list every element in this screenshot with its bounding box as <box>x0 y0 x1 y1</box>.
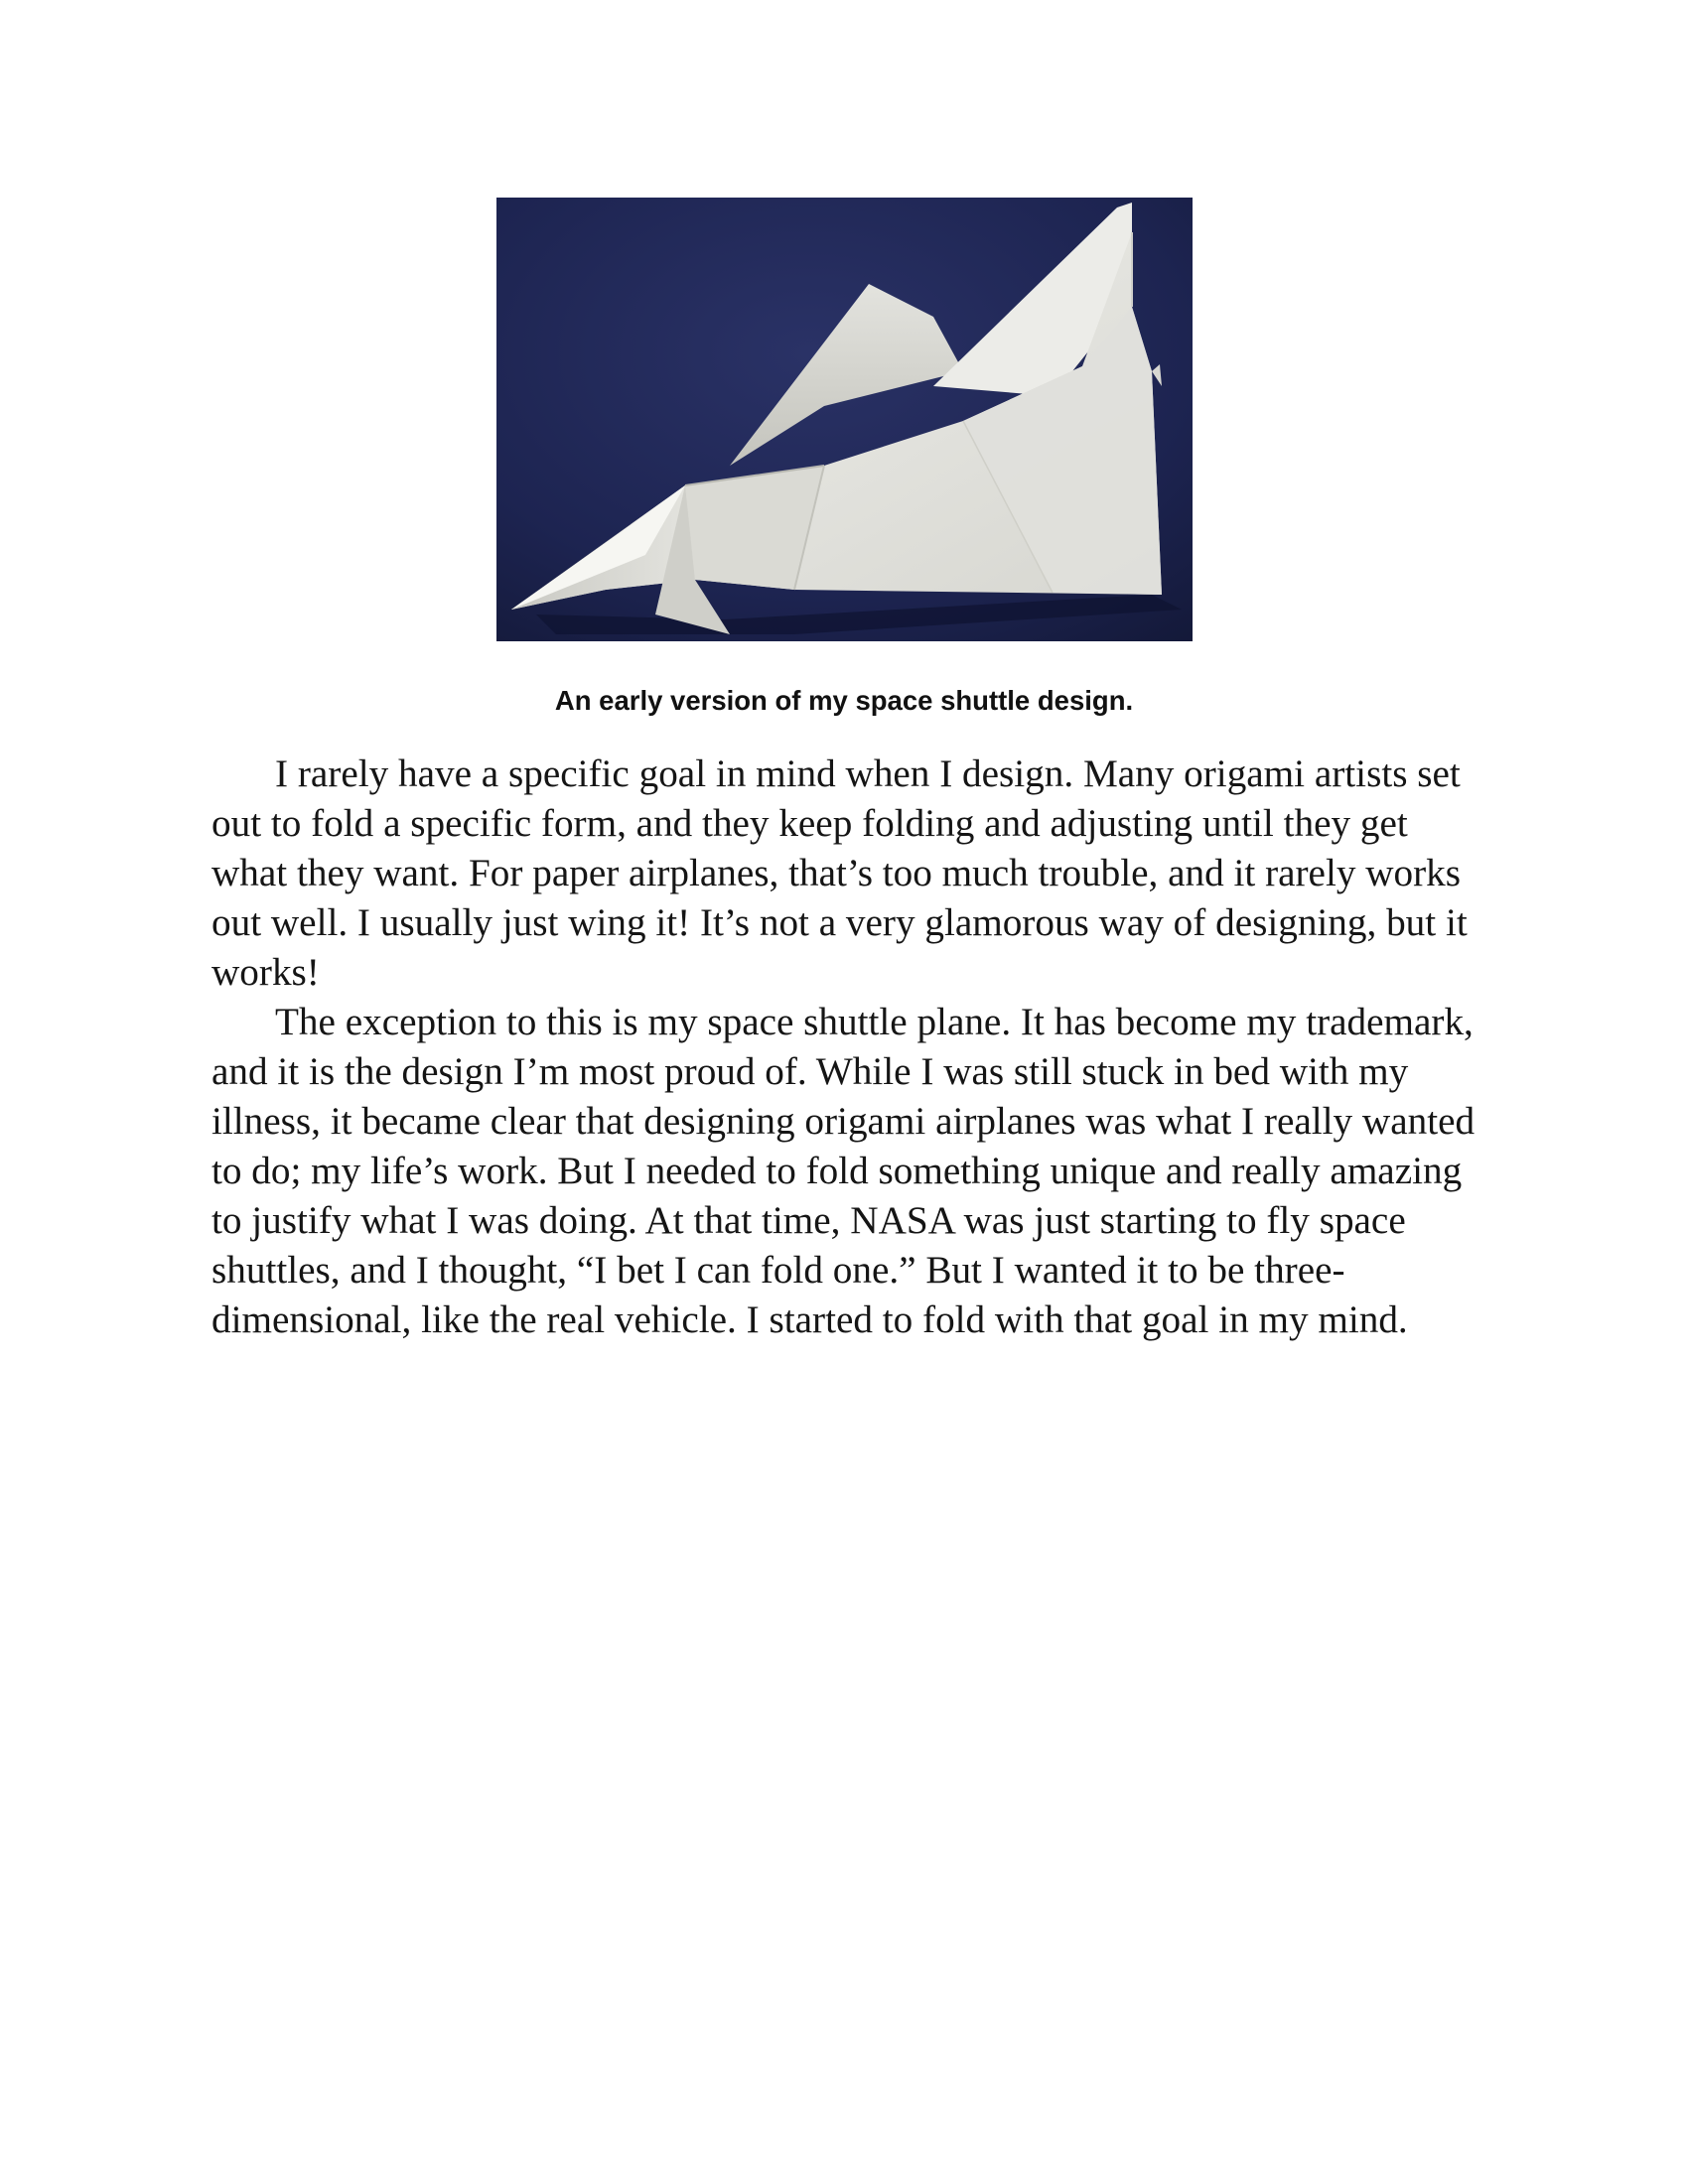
paragraph: I rarely have a specific goal in mind when I design. Many origami artists set out to fold a specific form, and they keep folding and adjusting until they get what they want. For paper airplanes, that’s too much trouble, and it rarely works out well. I usually just wing it! It’s not a very glamorous way of designing, but it works! <box>211 752 1468 994</box>
space-shuttle-photo <box>496 198 1193 641</box>
figure-caption: An early version of my space shuttle design. <box>554 685 1134 716</box>
paragraph: The exception to this is my space shuttle plane. It has become my trademark, and it is the design I’m most proud of. While I was still stuck in bed with my illness, it became clear that designing origami airplanes was what I really wanted to do; my life’s work. But I needed to fold something unique and really amazing to justify what I was doing. At that time, NASA was just starting to fly space shuttles, and I thought, “I bet I can fold one.” But I wanted it to be three-dimensional, like the real vehicle. I started to fold with that goal in my mind. <box>211 1001 1476 1341</box>
body-text <box>211 750 1492 1345</box>
